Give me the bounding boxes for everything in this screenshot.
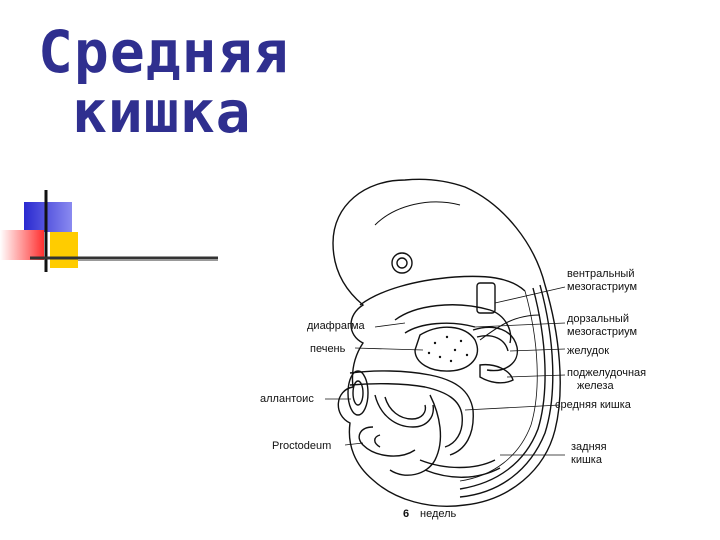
title-line-2: кишка (72, 78, 252, 146)
label-age-number: 6 (403, 508, 410, 520)
deco-blue-square (24, 202, 72, 232)
label-diaphragm: диафрагма (307, 320, 365, 332)
label-allantois: аллантоис (260, 393, 314, 405)
title-line-1: Средняя (38, 18, 290, 86)
label-age-unit: недель (420, 508, 457, 520)
deco-yellow-square (50, 232, 78, 268)
label-dorsal-mesogastrium-2: мезогастриум (567, 326, 638, 338)
label-hindgut-1: задняя (571, 441, 607, 453)
label-pancreas-2: железа (577, 380, 614, 392)
label-stomach: желудок (567, 345, 610, 357)
label-pancreas-1: поджелудочная (567, 367, 647, 379)
label-liver: печень (310, 343, 346, 355)
deco-red-square (0, 230, 44, 260)
label-dorsal-mesogastrium-1: дорзальный (567, 313, 629, 325)
label-hindgut-2: кишка (571, 454, 602, 466)
label-proctodeum: Proctodeum (272, 440, 332, 452)
embryo-outline (333, 179, 560, 506)
label-ventral-mesogastrium-2: мезогастриум (567, 281, 638, 293)
label-midgut: средняя кишка (555, 399, 631, 411)
label-ventral-mesogastrium-1: вентральный (567, 268, 635, 280)
embryo-diagram (255, 165, 715, 535)
slide-title (38, 18, 290, 146)
decorative-corner-graphic (0, 180, 230, 280)
